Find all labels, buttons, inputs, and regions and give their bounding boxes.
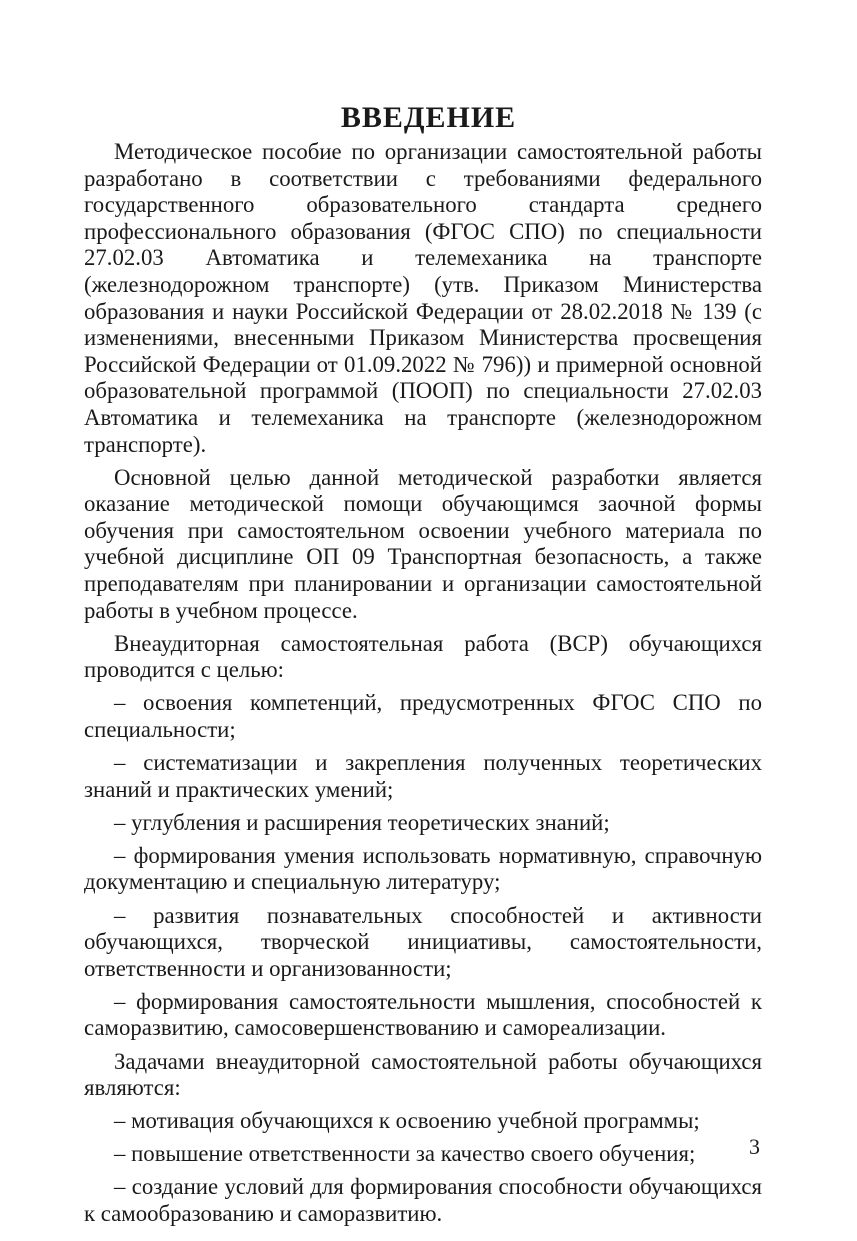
list-item: – формирования умения использовать нормативную, справочную документацию и специальную литературу; [84,842,762,895]
page-title: ВВЕДЕНИЕ [340,101,517,134]
paragraph-tasks-lead: Задачами внеаудиторной самостоятельной работы обучающихся являются: [84,1048,762,1101]
paragraph-purpose-lead: Внеаудиторная самостоятельная работа (ВСР) обучающихся проводится с целью: [84,630,762,683]
list-item: – развития познавательных способностей и активности обучающихся, творческой инициативы, самостоятельности, ответственности и организованности; [84,902,762,981]
list-item: – мотивация обучающихся к освоению учебной программы; [114,1108,700,1134]
page-number: 3 [749,1134,760,1159]
list-item: – создание условий для формирования способности обучающихся к самообразованию и саморазвитию. [84,1174,762,1226]
list-item: – систематизации и закрепления полученных теоретических знаний и практических умений; [84,750,762,802]
list-item: – повышение ответственности за качество своего обучения; [114,1141,696,1167]
list-item: – освоения компетенций, предусмотренных ФГОС СПО по специальности; [84,690,762,742]
paragraph-intro: Методическое пособие по организации самостоятельной работы разработано в соответствии с требованиями федерального государственного образовательного стандарта среднего профессионального образования (ФГОС СПО) по специальности 27.02.03 Автоматика и телемеханика на транспорте (железнодорожном транспорте) (утв. Приказом Министерства образования и науки Российской Федерации от 28.02.2018 № 139 (с изменениями, внесенными Приказом Министерства просвещения Российской Федерации от 01.09.2022 № 796)) и примерной основной образовательной программой (ПООП) по специальности 27.02.03 Автоматика и телемеханика на транспорте (железнодорожном транспорте). [84,139,762,457]
paragraph-goal: Основной целью данной методической разработки является оказание методической помощи обучающимся заочной формы обучения при самостоятельном освоении учебного материала по учебной дисциплине ОП 09 Транспортная безопасность, а также преподавателям при планировании и организации самостоятельной работы в учебном процессе. [84,464,762,623]
body-text [84,139,762,1234]
list-item: – углубления и расширения теоретических знаний; [114,809,610,835]
list-item: – формирования самостоятельности мышления, способностей к саморазвитию, самосовершенствованию и самореализации. [84,988,762,1041]
